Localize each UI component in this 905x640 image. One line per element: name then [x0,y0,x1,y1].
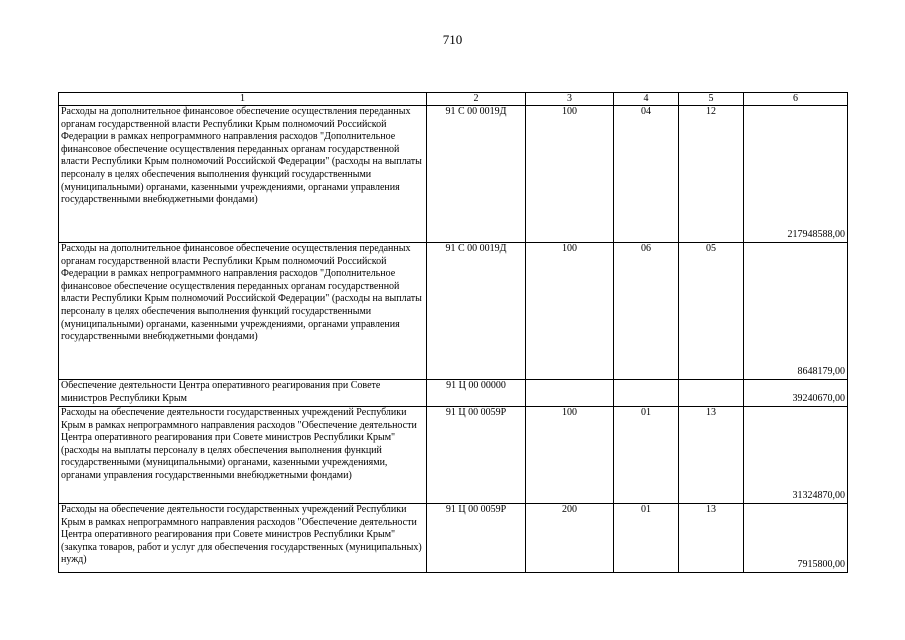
row-amount: 217948588,00 [744,106,848,243]
row-description: Расходы на обеспечение деятельности государственных учреждений Республики Крым в рамках непрограммного направления расходов "Обеспечение деятельности Центра оперативного реагирования при Совете министров Республики Крым" (расходы на выплаты персоналу в целях обеспечения выполнения функций государственными (муниципальными) органами, казенными учреждениями, органами управления государственными внебюджетными фондами) [59,407,427,504]
row-expense-type: 100 [526,106,614,243]
row-target-code: 91 С 00 0019Д [427,106,526,243]
row-target-code: 91 Ц 00 0059Р [427,407,526,504]
row-subsection: 12 [679,106,744,243]
row-amount: 8648179,00 [744,243,848,380]
row-section: 01 [614,407,679,504]
column-header: 2 [427,93,526,106]
column-header: 1 [59,93,427,106]
row-section: 04 [614,106,679,243]
column-header: 3 [526,93,614,106]
row-target-code: 91 Ц 00 0059Р [427,504,526,573]
row-subsection: 13 [679,407,744,504]
row-expense-type: 200 [526,504,614,573]
row-description: Расходы на обеспечение деятельности государственных учреждений Республики Крым в рамках непрограммного направления расходов "Обеспечение деятельности Центра оперативного реагирования при Совете министров Республики Крым" (закупка товаров, работ и услуг для обеспечения государственных (муниципальных) нужд) [59,504,427,573]
column-header: 5 [679,93,744,106]
table-row [59,106,848,243]
budget-table [58,92,848,573]
row-amount: 39240670,00 [744,380,848,407]
table-row [59,504,848,573]
column-header: 6 [744,93,848,106]
table-row [59,380,848,407]
row-description: Расходы на дополнительное финансовое обеспечение осуществления переданных органам государственной власти Республики Крым полномочий Российской Федерации в рамках непрограммного направления расходов "Дополнительное финансовое обеспечение осуществления переданных органам государственной власти Республики Крым полномочий Российской Федерации" (расходы на выплаты персоналу в целях обеспечения выполнения функций государственными (муниципальными) органами, казенными учреждениями, органами управления государственными внебюджетными фондами) [59,106,427,243]
table-row [59,243,848,380]
row-description: Обеспечение деятельности Центра оперативного реагирования при Совете министров Республики Крым [59,380,427,407]
row-expense-type: 100 [526,407,614,504]
row-subsection [679,380,744,407]
column-header: 4 [614,93,679,106]
row-target-code: 91 Ц 00 00000 [427,380,526,407]
row-amount: 31324870,00 [744,407,848,504]
row-subsection: 13 [679,504,744,573]
row-section: 06 [614,243,679,380]
row-expense-type [526,380,614,407]
table-header-row [59,93,848,106]
row-description: Расходы на дополнительное финансовое обеспечение осуществления переданных органам государственной власти Республики Крым полномочий Российской Федерации в рамках непрограммного направления расходов "Дополнительное финансовое обеспечение осуществления переданных органам государственной власти Республики Крым полномочий Российской Федерации" (расходы на выплаты персоналу в целях обеспечения выполнения функций государственными (муниципальными) органами, казенными учреждениями, органами управления государственными внебюджетными фондами) [59,243,427,380]
row-subsection: 05 [679,243,744,380]
table-row [59,407,848,504]
row-section [614,380,679,407]
page-number: 710 [442,32,463,47]
row-section: 01 [614,504,679,573]
row-amount: 7915800,00 [744,504,848,573]
row-target-code: 91 С 00 0019Д [427,243,526,380]
row-expense-type: 100 [526,243,614,380]
